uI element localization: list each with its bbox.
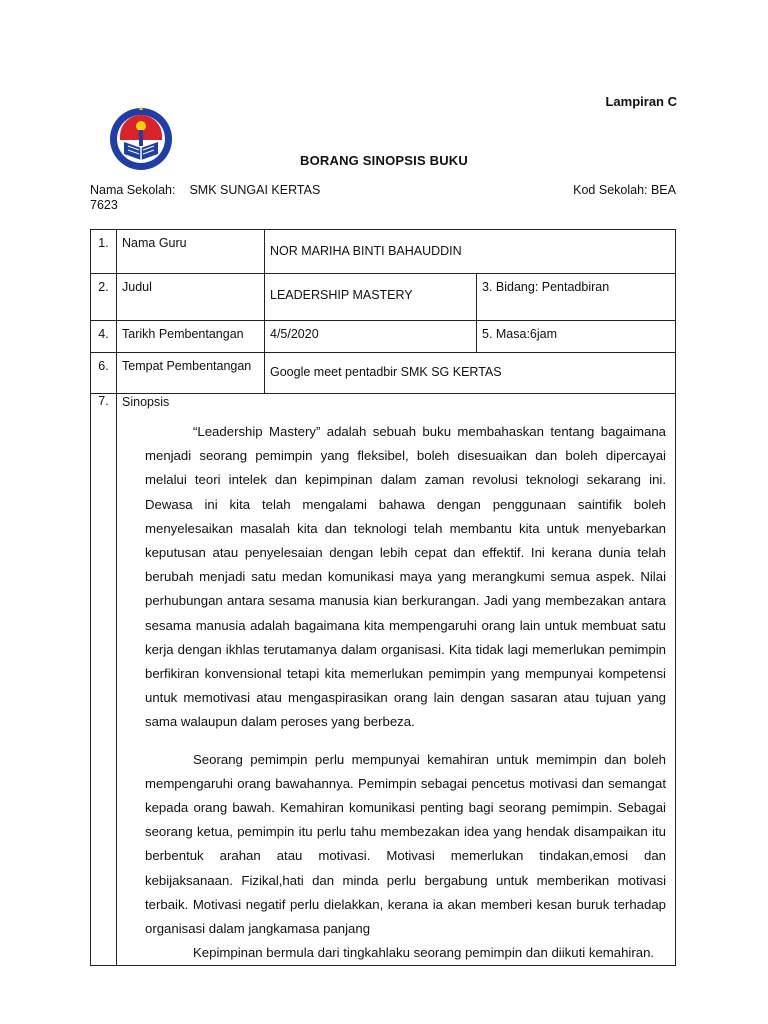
field-value-judul: LEADERSHIP MASTERY <box>265 274 477 321</box>
lampiran-label: Lampiran C <box>605 94 677 109</box>
field-label-tarikh: Tarikh Pembentangan <box>117 321 265 353</box>
synopsis-cell <box>117 394 676 966</box>
synopsis-form-table <box>90 229 676 966</box>
school-info <box>90 183 678 213</box>
school-name-label: Nama Sekolah: <box>90 183 176 197</box>
table-row <box>91 394 676 966</box>
field-label-sinopsis: Sinopsis <box>122 395 170 409</box>
field-label-tempat: Tempat Pembentangan <box>117 353 265 394</box>
row-number: 4. <box>91 321 117 353</box>
field-label-judul: Judul <box>117 274 265 321</box>
field-value-tempat: Google meet pentadbir SMK SG KERTAS <box>265 353 676 394</box>
row-number: 1. <box>91 230 117 274</box>
table-row <box>91 274 676 321</box>
form-title: BORANG SINOPSIS BUKU <box>300 153 468 168</box>
field-masa: 5. Masa:6jam <box>477 321 676 353</box>
synopsis-paragraph-2: Seorang pemimpin perlu mempunyai kemahiran untuk memimpin dan boleh mempengaruhi orang bawahannya. Pemimpin sebagai pencetus motivasi dan semangat kepada orang bawah. Kemahiran komunikasi penting bagi seorang pemimpin. Sebagai seorang ketua, pemimpin itu perlu tahu membezakan idea yang hendak disampaikan itu berbentuk arahan atau motivasi. Motivasi memerlukan tindakan,emosi dan kebijaksanaan. Fizikal,hati dan minda perlu bergabung untuk memberikan motivasi terbaik. Motivasi negatif perlu dielakkan, kerana ia akan memberi kesan buruk terhadap organisasi dalam jangkamasa panjang <box>145 751 666 937</box>
field-value-tarikh: 4/5/2020 <box>265 321 477 353</box>
synopsis-paragraph-3: Kepimpinan bermula dari tingkahlaku seorang pemimpin dan diikuti kemahiran. <box>193 945 655 961</box>
school-code-continued: 7623 <box>90 198 118 212</box>
field-bidang: 3. Bidang: Pentadbiran <box>477 274 676 321</box>
table-row <box>91 353 676 394</box>
table-row <box>91 321 676 353</box>
school-name-value: SMK SUNGAI KERTAS <box>189 183 321 197</box>
field-label-nama-guru: Nama Guru <box>117 230 265 274</box>
row-number: 2. <box>91 274 117 321</box>
table-row <box>91 230 676 274</box>
synopsis-paragraph-1: “Leadership Mastery” adalah sebuah buku membahaskan tentang bagaimana menjadi seorang pemimpin yang fleksibel, boleh disesuaikan dan boleh dipercayai melalui teori intelek dan kepimpinan dalam zaman revolusi teknologi sekarang ini. Dewasa ini kita telah mengalami bahawa dengan penggunaan saintifik boleh menyelesaikan masalah kita dan teknologi telah membantu kita untuk menyebarkan keputusan atau penyelesaian dengan lebih cepat dan effektif. Ini kerana dunia telah berubah menjadi satu medan komunikasi maya yang merangkumi semua aspek. Nilai perhubungan antara sesama manusia kian berkurangan. Jadi yang membezakan antara sesama manusia adalah bagaimana kita mempengaruhi orang lain untuk membuat satu kerja dengan ikhlas terutamanya dalam organisasi. Kita tidak lagi memerlukan pemimpin berfikiran konvensional tetapi kita memerlukan pemimpin yang mempunyai kompetensi untuk memotivasi atau mengaspirasikan orang lain dengan sasaran atau tujuan yang sama walaupun dalam peroses yang berbeza. <box>145 424 666 730</box>
row-number: 6. <box>91 353 117 394</box>
school-code-label: Kod Sekolah: BEA <box>573 183 676 197</box>
field-value-nama-guru: NOR MARIHA BINTI BAHAUDDIN <box>265 230 676 274</box>
row-number: 7. <box>91 394 117 966</box>
